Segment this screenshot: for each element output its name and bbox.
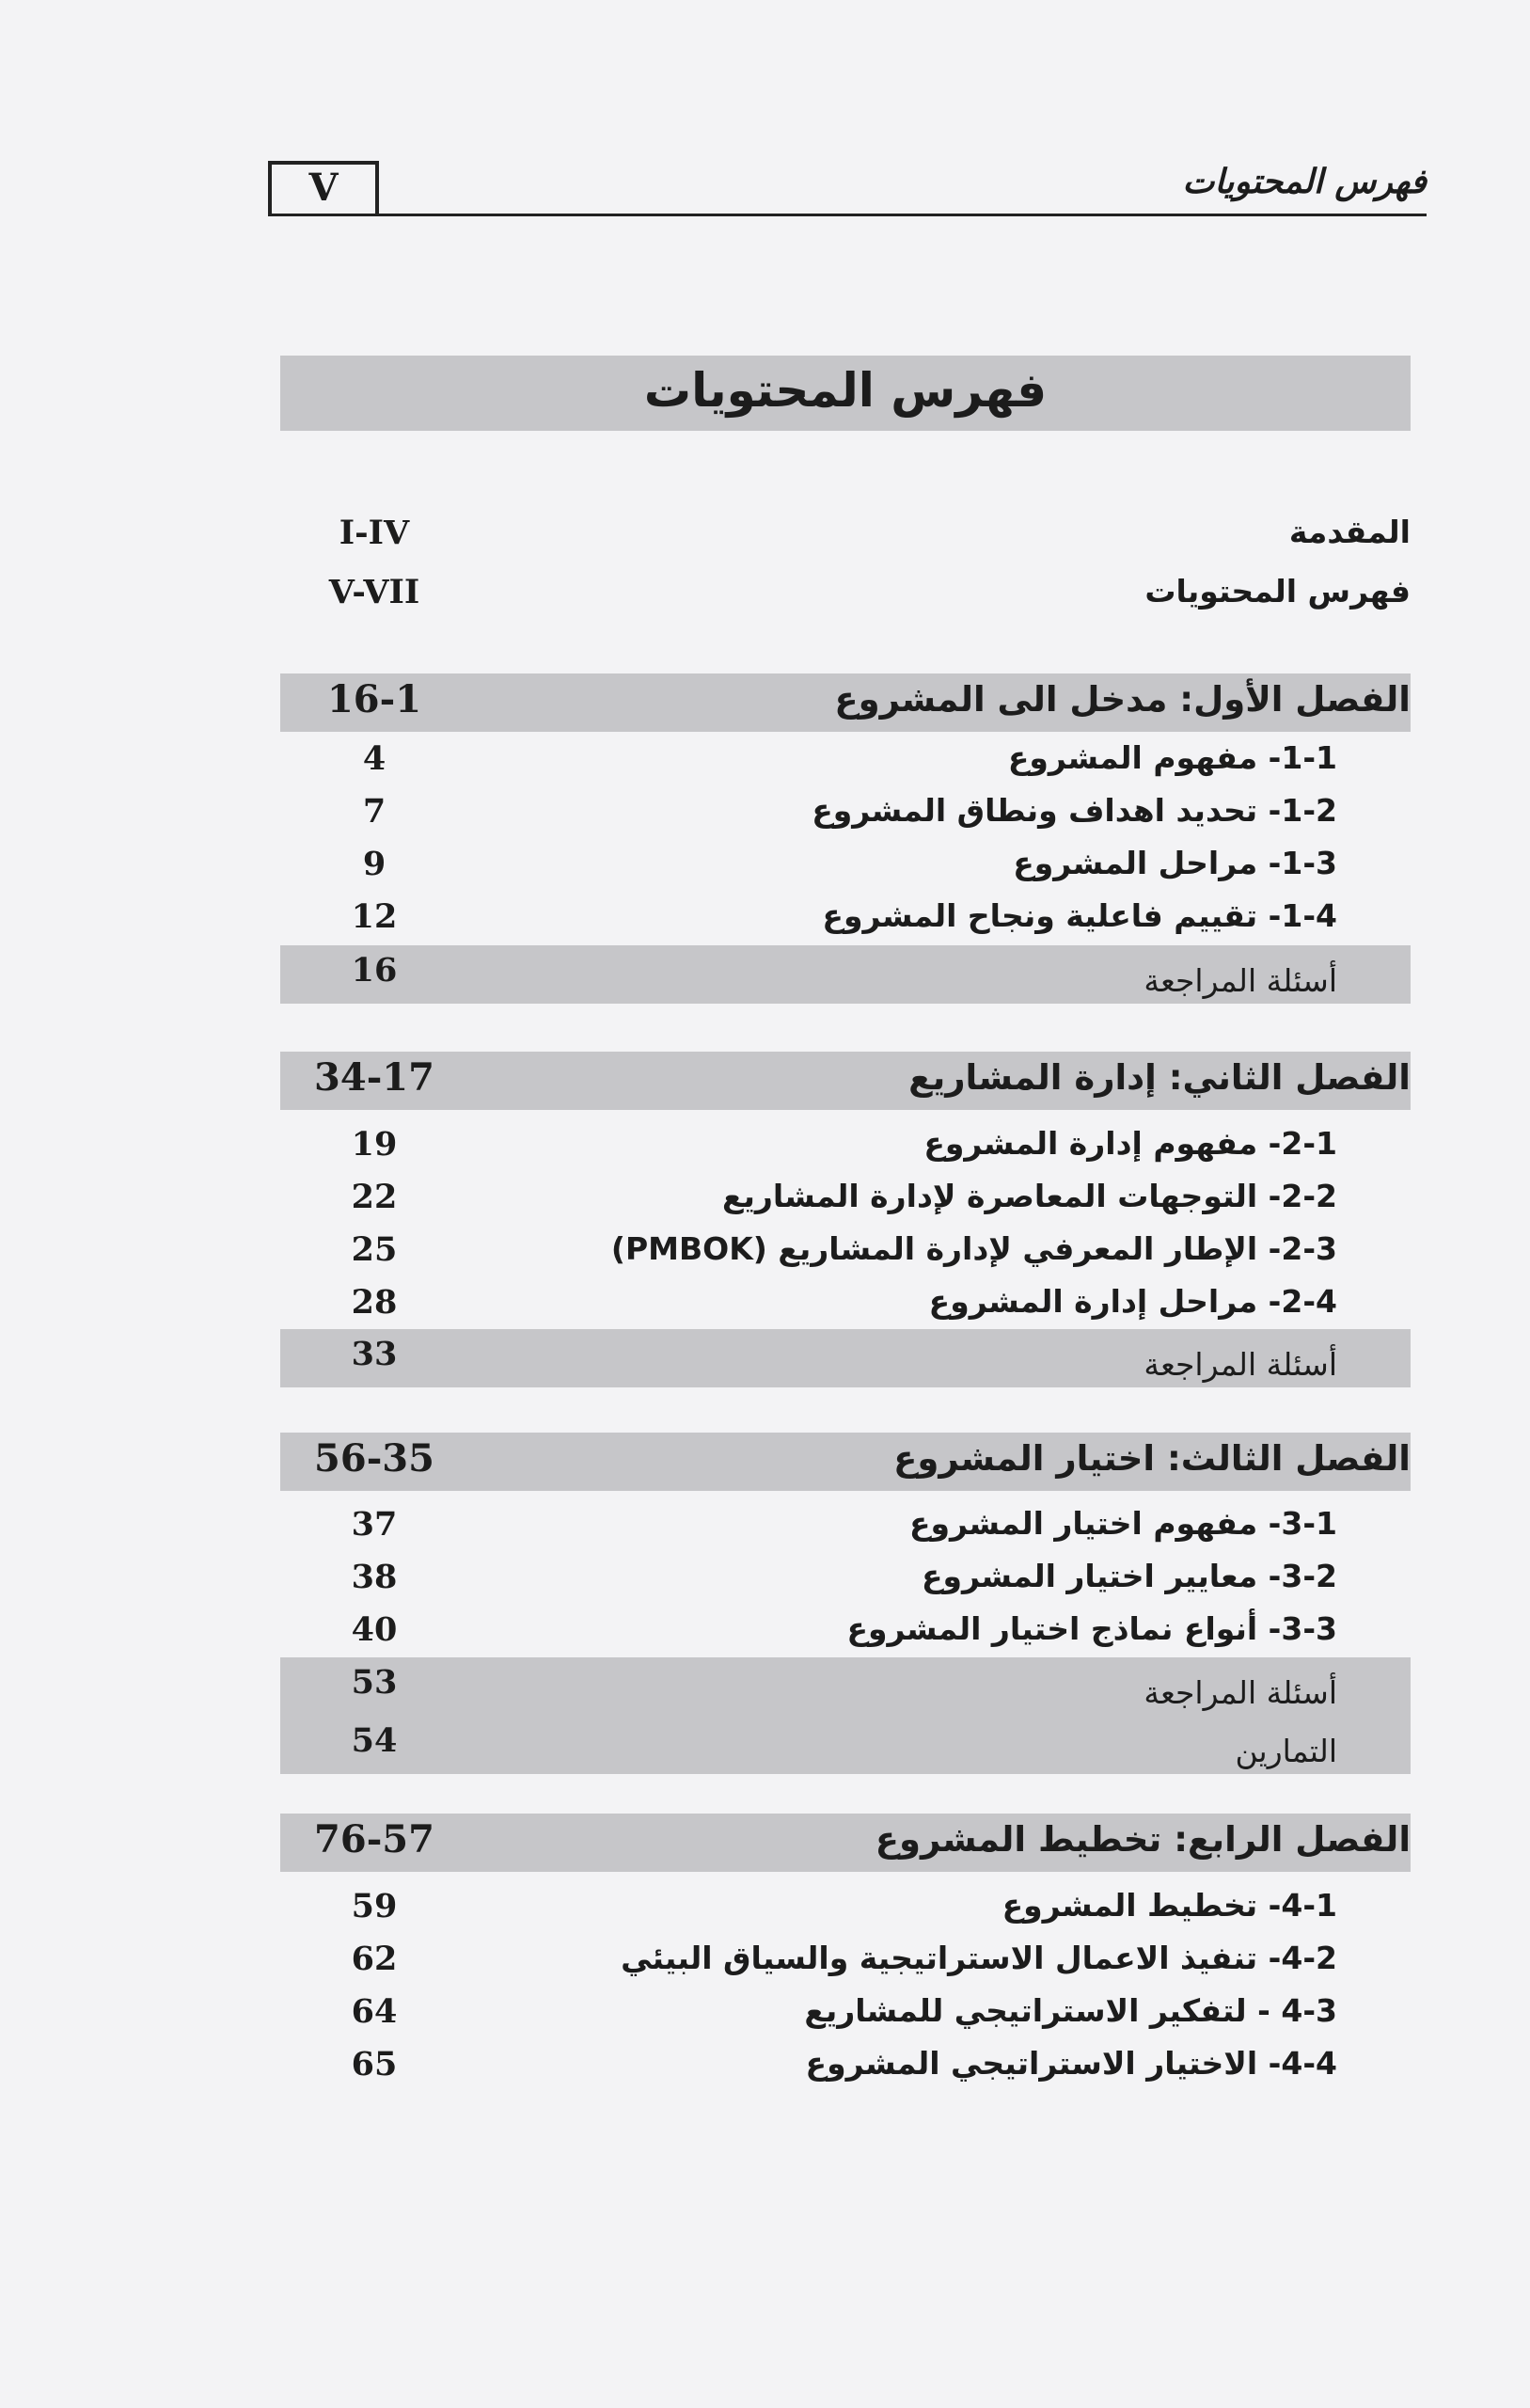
- section-page: 53: [351, 1663, 398, 1702]
- toc-section: [280, 1225, 1411, 1283]
- chapter-title: الفصل الأول: مدخل الى المشروع: [834, 679, 1411, 720]
- chapter-pages: 76-57: [314, 1817, 434, 1861]
- chapter-title: الفصل الثاني: إدارة المشاريع: [908, 1057, 1411, 1098]
- toc-chapter-3: [280, 1433, 1411, 1491]
- section-page: 25: [351, 1230, 398, 1269]
- page-number: V: [268, 161, 379, 214]
- toc-section: [280, 839, 1411, 897]
- section-title: 4-3 - لتفكير الاستراتيجي للمشاريع: [804, 1992, 1337, 2029]
- toc-exercises: [280, 1716, 1411, 1774]
- page-title: فهرس المحتويات: [643, 363, 1048, 418]
- section-title: أسئلة المراجعة: [1144, 1346, 1337, 1383]
- toc-section: [280, 1277, 1411, 1336]
- toc-review-questions: [280, 1329, 1411, 1387]
- section-title: 4-4- الاختيار الاستراتيجي المشروع: [805, 2045, 1337, 2082]
- running-header: [268, 155, 1427, 216]
- toc-review-questions: [280, 1657, 1411, 1716]
- section-title: 1-4- تقييم فاعلية ونجاح المشروع: [822, 897, 1337, 934]
- section-title: 4-2- تنفيذ الاعمال الاستراتيجية والسياق البيئي: [621, 1940, 1337, 1976]
- chapter-pages: 16-1: [326, 677, 422, 721]
- toc-section: [280, 892, 1411, 950]
- section-page: 38: [351, 1558, 398, 1596]
- section-title: 4-1- تخطيط المشروع: [1002, 1887, 1337, 1924]
- running-title: فهرس المحتويات: [1182, 163, 1427, 201]
- section-title: 2-2- التوجهات المعاصرة لإدارة المشاريع: [721, 1178, 1337, 1214]
- toc-chapter-1: [280, 673, 1411, 732]
- toc-entry-introduction: [280, 508, 1411, 566]
- toc-chapter-4: [280, 1814, 1411, 1872]
- toc-entry-label: فهرس المحتويات: [1144, 573, 1411, 610]
- chapter-pages: 56-35: [314, 1436, 434, 1481]
- section-page: 64: [351, 1992, 398, 2031]
- section-page: 16: [351, 951, 398, 990]
- section-page: 9: [362, 845, 386, 883]
- section-page: 12: [351, 897, 398, 936]
- toc-section: [280, 1605, 1411, 1663]
- section-title: 3-1- مفهوم اختيار المشروع: [908, 1505, 1337, 1542]
- toc-section: [280, 1119, 1411, 1178]
- toc-section: [280, 1172, 1411, 1230]
- section-page: 59: [351, 1887, 398, 1925]
- section-page: 62: [351, 1940, 398, 1978]
- toc-entry-label: المقدمة: [1288, 514, 1411, 550]
- toc-section: [280, 1499, 1411, 1558]
- section-page: 4: [362, 739, 386, 778]
- section-page: 54: [351, 1721, 398, 1760]
- chapter-pages: 34-17: [314, 1055, 434, 1100]
- toc-entry-page: V-VII: [328, 573, 420, 611]
- title-band: [280, 356, 1411, 431]
- toc-section: [280, 1987, 1411, 2045]
- section-title: 1-3- مراحل المشروع: [1013, 845, 1337, 881]
- toc-review-questions: [280, 945, 1411, 1004]
- section-title: أسئلة المراجعة: [1144, 962, 1337, 999]
- toc-section: [280, 1881, 1411, 1940]
- section-page: 40: [351, 1610, 398, 1649]
- chapter-title: الفصل الرابع: تخطيط المشروع: [875, 1819, 1411, 1860]
- section-page: 19: [351, 1125, 398, 1164]
- section-title: 1-1- مفهوم المشروع: [1007, 739, 1337, 776]
- section-page: 33: [351, 1335, 398, 1373]
- toc-section: [280, 1552, 1411, 1610]
- section-page: 7: [362, 792, 386, 831]
- toc-section: [280, 1934, 1411, 1992]
- toc-section: [280, 786, 1411, 845]
- section-page: 37: [351, 1505, 398, 1544]
- section-title: 3-2- معايير اختيار المشروع: [921, 1558, 1337, 1594]
- section-title: 2-3- الإطار المعرفي لإدارة المشاريع (PMBOK): [610, 1230, 1337, 1267]
- toc-entry-contents: [280, 567, 1411, 626]
- toc-section: [280, 734, 1411, 792]
- chapter-title: الفصل الثالث: اختيار المشروع: [893, 1438, 1411, 1479]
- section-title: 1-2- تحديد اهداف ونطاق المشروع: [812, 792, 1337, 829]
- toc-section: [280, 2039, 1411, 2098]
- section-page: 22: [351, 1178, 398, 1216]
- toc-chapter-2: [280, 1052, 1411, 1110]
- section-page: 28: [351, 1283, 398, 1322]
- section-title: 2-4- مراحل إدارة المشروع: [928, 1283, 1337, 1320]
- section-title: أسئلة المراجعة: [1144, 1674, 1337, 1711]
- section-title: التمارين: [1235, 1733, 1337, 1769]
- section-title: 3-3- أنواع نماذج اختيار المشروع: [846, 1610, 1337, 1647]
- section-title: 2-1- مفهوم إدارة المشروع: [923, 1125, 1337, 1162]
- toc-entry-page: I-IV: [339, 514, 410, 552]
- section-page: 65: [351, 2045, 398, 2083]
